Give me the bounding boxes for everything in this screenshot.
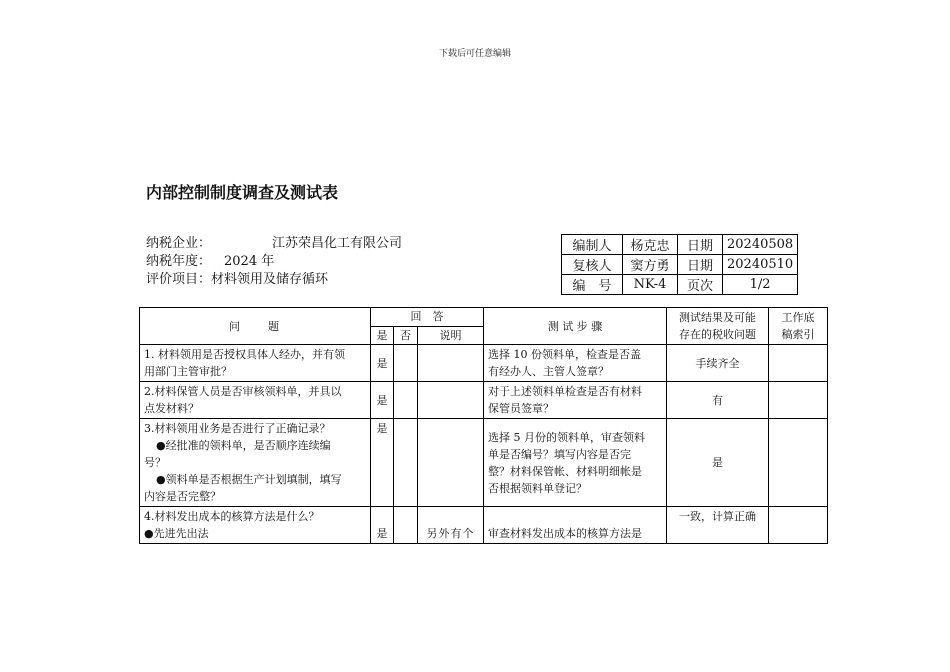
company-label: 纳税企业：	[146, 236, 212, 251]
info-year	[146, 253, 275, 271]
question-line: 4.材料发出成本的核算方法是什么？	[144, 510, 320, 523]
reviewer-value: 窦方勇	[623, 255, 678, 275]
date-label: 日期	[678, 235, 723, 255]
note-cell	[418, 382, 484, 419]
question-line: 点发材料？	[144, 402, 199, 415]
col-index-header	[769, 308, 828, 345]
meta-table	[561, 234, 798, 295]
date-value: 20240508	[723, 235, 798, 255]
question-line: 2.材料保管人员是否审核领料单，并具以	[144, 385, 342, 398]
item-value: 材料领用及储存循环	[211, 272, 329, 287]
question-cell	[140, 345, 371, 382]
index-cell	[769, 507, 828, 544]
preparer-value: 杨克忠	[623, 235, 678, 255]
meta-row	[562, 235, 798, 255]
header-note: 下载后可任意编辑	[438, 49, 511, 59]
no-cell	[394, 507, 418, 544]
number-value: NK-4	[623, 275, 678, 295]
no-cell	[394, 419, 418, 507]
info-item	[146, 271, 328, 289]
question-line: ●领料单是否根据生产计划填制，填写	[156, 473, 342, 486]
question-line: 3.材料领用业务是否进行了正确记录？	[144, 422, 331, 435]
result-header-line: 存在的税收问题	[679, 328, 756, 341]
yes-cell: 是	[371, 382, 394, 419]
table-row	[140, 345, 828, 382]
question-line: 用部门主管审批？	[144, 365, 232, 378]
index-header-line: 工作底	[781, 311, 815, 324]
note-cell: 另外有个	[418, 507, 484, 544]
year-label: 纳税年度：	[146, 254, 212, 269]
col-answer-header: 回 答	[371, 308, 484, 327]
steps-line: 单是否编号？填写内容是否完	[488, 447, 631, 461]
steps-cell	[484, 345, 667, 382]
steps-cell: 审查材料发出成本的核算方法是	[484, 507, 667, 544]
item-label: 评价项目：	[146, 272, 212, 287]
col-note-header: 说明	[418, 326, 484, 345]
preparer-label: 编制人	[562, 235, 623, 255]
index-header-line: 稿索引	[781, 328, 815, 341]
yes-cell: 是	[371, 507, 394, 544]
no-cell	[394, 382, 418, 419]
col-question-header: 问 题	[140, 308, 371, 345]
result-header-line: 测试结果及可能	[679, 311, 756, 324]
steps-cell	[484, 419, 667, 507]
page-label: 页次	[678, 275, 723, 295]
table-row	[140, 507, 828, 544]
steps-line: 有经办人、主管人签章？	[488, 365, 609, 378]
table-row	[140, 419, 828, 507]
meta-row	[562, 275, 798, 295]
question-line: 1. 材料领用是否授权具体人经办，并有领	[144, 348, 345, 361]
steps-line: 整？材料保管帐、材料明细帐是	[488, 464, 642, 478]
note-cell	[418, 419, 484, 507]
col-no-header: 否	[394, 326, 418, 345]
date-label: 日期	[678, 255, 723, 275]
col-steps-header: 测 试 步 骤	[484, 308, 667, 345]
steps-line: 选择 10 份领料单，检查是否盖	[488, 348, 641, 361]
info-company	[146, 235, 403, 253]
question-line: ●先进先出法	[144, 527, 209, 540]
yes-cell: 是	[371, 419, 394, 507]
table-row	[140, 382, 828, 419]
result-cell: 手续齐全	[667, 345, 769, 382]
page-title: 内部控制制度调查及测试表	[146, 183, 339, 202]
index-cell	[769, 419, 828, 507]
question-line: 号？	[144, 456, 166, 469]
col-result-header	[667, 308, 769, 345]
steps-line: 保管员签章？	[488, 402, 554, 415]
steps-line: 选择 5 月份的领料单，审查领料	[488, 430, 645, 444]
col-yes-header: 是	[371, 326, 394, 345]
date-value: 20240510	[723, 255, 798, 275]
meta-row	[562, 255, 798, 275]
question-cell	[140, 507, 371, 544]
steps-line: 对于上述领料单检查是否有材料	[488, 385, 642, 398]
yes-cell: 是	[371, 345, 394, 382]
question-cell	[140, 419, 371, 507]
number-label: 编 号	[562, 275, 623, 295]
index-cell	[769, 345, 828, 382]
result-cell: 有	[667, 382, 769, 419]
header-row	[140, 308, 828, 327]
question-line: 内容是否完整？	[144, 490, 221, 503]
question-line: ●经批准的领料单，是否顺序连续编	[156, 439, 331, 452]
steps-line: 否根据领料单登记？	[488, 481, 587, 495]
steps-cell	[484, 382, 667, 419]
company-value: 江苏荣昌化工有限公司	[272, 236, 403, 251]
page-value: 1/2	[723, 275, 798, 295]
result-cell: 是	[667, 419, 769, 507]
survey-table	[139, 307, 828, 544]
no-cell	[394, 345, 418, 382]
note-cell	[418, 345, 484, 382]
question-cell	[140, 382, 371, 419]
index-cell	[769, 382, 828, 419]
reviewer-label: 复核人	[562, 255, 623, 275]
year-value: 2024 年	[224, 254, 275, 269]
result-cell: 一致，计算正确	[667, 507, 769, 544]
